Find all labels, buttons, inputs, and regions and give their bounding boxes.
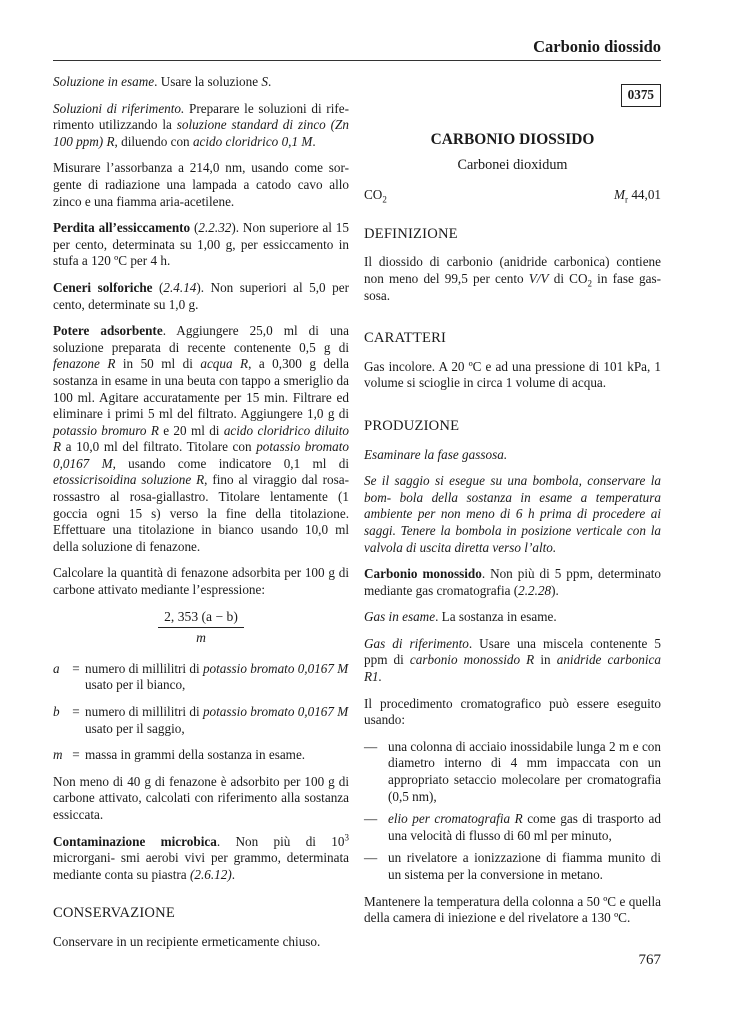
characters-paragraph: Gas incolore. A 20 ºC e ad una pressione di 101 kPa, 1 volume si scioglie in circa 1 volume di acqua. [364,358,661,391]
temperature-paragraph: Mantenere la temperatura della colonna a 50 ºC e quella della camera di iniezione e del rivelatore a 130 ºC. [364,893,661,926]
storage-heading: CONSERVAZIONE [53,905,175,922]
absorbance-paragraph: Misurare l’assorbanza a 214,0 nm, usando come sor- gente di radiazione una lampada a catodo cavo allo zinco e una fiamma aria-acetilene. [53,160,349,209]
molecular-formula: $CO_2$ [364,187,387,205]
formula-row [364,187,661,204]
running-title: Carbonio diossido [533,37,661,56]
page-number: 767 [638,952,661,968]
solution-label: Soluzione in esame [53,74,155,89]
production-note-1: Esaminare la fase gassosa. [364,446,508,462]
monograph-number: 0375 [621,84,661,107]
sulfated-ash-paragraph: Ceneri solforiche (2.4.14). Non superiori al 5,0 per cento, determinate su 1,0 g. [53,279,349,312]
header-rule [53,60,661,61]
ash-label: Ceneri solforiche [53,279,153,295]
variable-m: m = massa in grammi della sostanza in esame. [53,747,306,763]
carbon-monoxide-paragraph: Carbonio monossido. Non più di 5 ppm, determinato mediante gas cromatografia (2.2.28). [364,566,661,598]
reference-solutions-paragraph: Soluzioni di riferimento. Preparare le soluzioni di rife- rimento utilizzando la soluzione standard di zinco (Zn 100 ppm) R, diluendo con acido cloridrico 0,1 M. [53,100,349,149]
list-item: — elio per cromatografia R come gas di trasporto ad una velocità di flusso di 60 ml per minuto, [364,811,661,843]
list-item: — un rivelatore a ionizzazione di fiamma munito di un sistema per la conversione in metano. [364,850,661,882]
production-note-2: Se il saggio si esegue su una bombola, conservare la bom- bola della sostanza in esame a temperatura ambiente per non meno di 6 h prima di procedere ai saggi. Tenere la bombola in posizione verticale con la valvola di uscita diretta verso l’alto. [364,473,661,555]
latin-name: Carbonei dioxidum [457,156,568,173]
procedure-paragraph: Il procedimento cromatografico può essere eseguito usando: [364,695,661,728]
adsorb-label: Potere adsorbente [53,323,163,339]
variable-b: b = numero di millilitri di potassio bromato 0,0167 M usato per il saggio, [53,704,349,736]
loss-on-drying-paragraph: Perdita all’essiccamento (2.2.32). Non superiore al 15 per cento, determinata su 1,00 g, per essiccamento in stufa a 120 ºC per 4 h. [53,220,349,269]
solution-paragraph: Soluzione in esame. Usare la soluzione S. [53,74,272,89]
micro-label: Contaminazione microbica [53,833,217,849]
test-gas-paragraph: Gas in esame. La sostanza in esame. [364,609,557,625]
calculation-paragraph: Calcolare la quantità di fenazone adsorbita per 100 g di carbone attivato mediante l’espressione: [53,565,349,598]
formula-denominator: m [196,630,206,646]
loss-label: Perdita all’essiccamento [53,220,191,236]
adsorption-power-paragraph: Potere adsorbente. Aggiungere 25,0 ml di una soluzione preparata di recente contenente 0,5 g di fenazone R in 50 ml di acqua R, a 0,300 g della sostanza in esame in una beuta con tappo a smeriglio da 100 ml. Agitare accuratamente per 15 min. Filtrare ed eliminare i primi 5 ml del filtrato. Aggiungere 1,0 g di potassio bromuro R e 20 ml di acido cloridrico diluito R a 10,0 ml del filtrato. Titolare con potassio bromato 0,0167 M, usando come indicatore 0,1 ml di etossicrisoidina soluzione R, fino al viraggio dal rosa-rossastro al rosa-giallastro. Titolare lentamente (1 goccia ogni 15 s) verso la fine della titolazione. Effettuare una titolazione in bianco usando 10,0 ml della soluzione di fenazone. [53,323,350,554]
co-label: Carbonio monossido [364,566,482,582]
ref-label: Soluzioni di riferimento. [53,100,185,116]
characters-heading: CARATTERI [364,330,447,347]
definition-heading: DEFINIZIONE [364,225,458,242]
adsorption-formula [53,609,349,647]
molecular-weight: $M_r$ 44,01 [614,187,661,205]
reference-gas-paragraph: Gas di riferimento. Usare una miscela contenente 5 ppm di carbonio monossido R in anidride carbonica R1. [364,635,661,685]
microbial-paragraph: Contaminazione microbica. Non più di $10^3$ microrgani- smi aerobi vivi per grammo, determinata mediante conta su piastra (2.6.12). [53,832,349,882]
definition-paragraph: Il diossido di carbonio (anidride carbonica) contiene non meno del 99,5 per cento V/V di $CO_2$ in fase gas- sosa. [364,254,662,303]
list-item: — una colonna di acciaio inossidabile lunga 2 m e con diametro interno di 4 mm impaccata con un appropriato setaccio molecolare per cromatografia (0,5 nm), [364,738,661,804]
storage-paragraph: Conservare in un recipiente ermeticamente chiuso. [53,933,321,949]
production-heading: PRODUZIONE [364,417,460,434]
monograph-title: CARBONIO DIOSSIDO [430,131,595,148]
minimum-adsorption-paragraph: Non meno di 40 g di fenazone è adsorbito per 100 g di carbone attivato, calcolati con riferimento alla sostanza essiccata. [53,773,349,822]
left-column [53,74,349,961]
variable-a: a = numero di millilitri di potassio bromato 0,0167 M usato per il bianco, [53,660,349,693]
right-column [364,76,661,937]
formula-numerator: 2, 353 (a − b) [158,609,244,629]
